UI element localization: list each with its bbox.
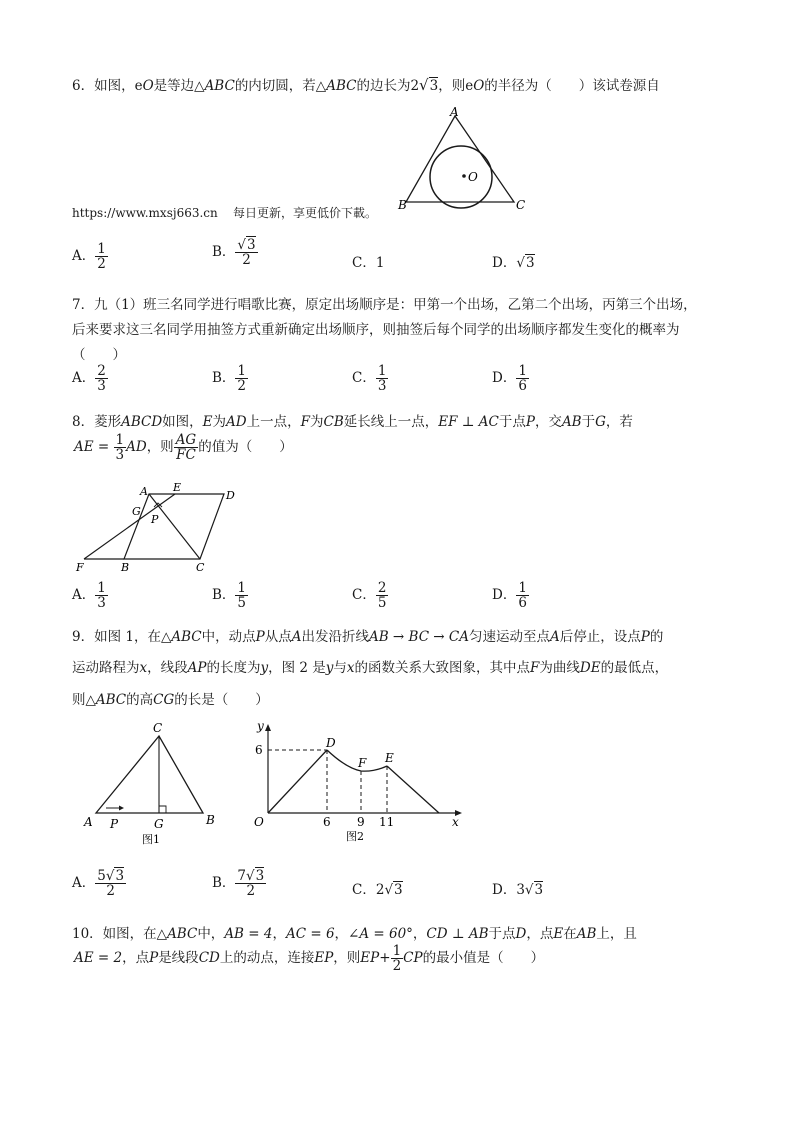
label-y: y	[257, 719, 264, 733]
graph-segment-od	[268, 750, 327, 813]
label-D: D	[226, 489, 235, 502]
label-A: A	[450, 105, 459, 119]
label-G: G	[132, 505, 141, 518]
label-A: A	[140, 485, 148, 498]
q9-option-c[interactable]: C．2√3	[352, 882, 403, 898]
label-O: O	[468, 170, 478, 184]
q6-figure-incircle-triangle	[392, 102, 532, 218]
q6-option-a[interactable]: A． $\frac{1}{2}$	[72, 241, 106, 273]
q6-source-line: https://www.mxsj663.cn 每日更新，享更低价下載。	[72, 206, 378, 220]
triangle-abc	[96, 736, 203, 813]
q9-option-b[interactable]: B． $\frac{7√3}{2}$	[212, 868, 265, 900]
label-B: B	[398, 198, 407, 212]
q6-option-c[interactable]: C．1	[352, 255, 385, 271]
label-E: E	[385, 751, 394, 765]
q8-option-a[interactable]: A． $\frac{1}{3}$	[72, 580, 106, 612]
q9-figure-1-triangle	[78, 716, 228, 850]
label-B: B	[121, 561, 130, 574]
label-O: O	[254, 815, 264, 829]
q7-line-3: （ ）	[72, 347, 126, 363]
label-C: C	[153, 721, 163, 735]
q7-option-c[interactable]: C． $\frac{1}{3}$	[352, 363, 387, 395]
q8-option-c[interactable]: C． $\frac{2}{5}$	[352, 580, 387, 612]
q7-option-a[interactable]: A． $\frac{2}{3}$	[72, 363, 106, 395]
label-F: F	[76, 561, 84, 574]
center-point	[462, 174, 466, 178]
q7-line-2: 后来要求这三名同学用抽签方式重新确定出场顺序，则抽签后每个同学的出场顺序都发生变化的概率为	[72, 322, 680, 338]
arrow-head	[119, 806, 124, 811]
q8-line-2: AE = $\frac{1}{3}$ AD，则 $\frac{AG}{FC}$ 的值为（ ）	[74, 432, 293, 464]
label-P: P	[151, 513, 159, 526]
source-url[interactable]: https://www.mxsj663.cn	[72, 206, 218, 220]
q6-option-b[interactable]: B． $\frac{√3}{2}$	[212, 237, 256, 269]
label-P: P	[110, 817, 119, 831]
q6-stem: 6．如图，eO是等边△ABC的内切圆，若△ABC的边长为2√3，则eO的半径为（ ）该试卷源自	[72, 76, 660, 94]
label-y6: 6	[255, 743, 263, 757]
q10-line-2: AE = 2，点P是线段CD上的动点，连接EP，则EP+ $\frac{1}{2}$ CP的最小值是（ ）	[74, 943, 545, 975]
label-B: B	[206, 813, 215, 827]
y-axis-arrow	[265, 724, 271, 731]
q8-option-d[interactable]: D． $\frac{1}{6}$	[492, 580, 527, 612]
label-G: G	[154, 817, 164, 831]
q9-line-1: 9．如图 1，在△ABC中，动点P从点A出发沿折线AB → BC → CA匀速运动至点A后停止，设点P的	[72, 629, 664, 645]
segment-ef	[84, 494, 175, 559]
right-angle-mark	[159, 806, 166, 813]
graph-segment-e-end	[387, 766, 439, 813]
q10-line-1: 10．如图，在△ABC中，AB = 4，AC = 6，∠A = 60°，CD ⊥ AB于点D，点E在AB上，且	[72, 926, 637, 942]
q9-line-2: 运动路程为x，线段AP的长度为y，图 2 是y与x的函数关系大致图象，其中点F为曲线DE的最低点，	[72, 660, 669, 676]
label-D: D	[326, 736, 336, 750]
label-x6: 6	[323, 815, 331, 829]
q9-line-3: 则△ABC的高CG的长是（ ）	[72, 692, 269, 708]
q7-option-b[interactable]: B． $\frac{1}{2}$	[212, 363, 247, 395]
label-C: C	[516, 198, 526, 212]
q8-option-b[interactable]: B． $\frac{1}{5}$	[212, 580, 247, 612]
label-x11: 11	[379, 815, 395, 829]
label-A: A	[84, 815, 93, 829]
q9-option-d[interactable]: D．3√3	[492, 882, 544, 898]
q7-line-1: 7．九（1）班三名同学进行唱歌比赛，原定出场顺序是：甲第一个出场，乙第二个出场，丙第三个出场，	[72, 297, 697, 313]
caption-fig2: 图2	[346, 830, 364, 843]
label-x: x	[452, 815, 459, 829]
q7-option-d[interactable]: D． $\frac{1}{6}$	[492, 363, 527, 395]
q9-figure-2-graph	[246, 716, 476, 850]
label-E: E	[173, 481, 182, 494]
incircle	[430, 146, 492, 208]
q9-option-a[interactable]: A． $\frac{5√3}{2}$	[72, 868, 125, 900]
label-C: C	[196, 561, 205, 574]
q8-figure-rhombus	[72, 478, 250, 574]
q8-line-1: 8．菱形ABCD如图，E为AD上一点，F为CB延长线上一点，EF ⊥ AC于点P，交AB于G，若	[72, 414, 633, 430]
q6-option-d[interactable]: D．√3	[492, 255, 535, 271]
label-x9: 9	[357, 815, 365, 829]
graph-curve-dfe	[327, 750, 387, 771]
label-F: F	[358, 756, 367, 770]
triangle-abc	[406, 116, 514, 202]
caption-fig1: 图1	[142, 833, 160, 846]
